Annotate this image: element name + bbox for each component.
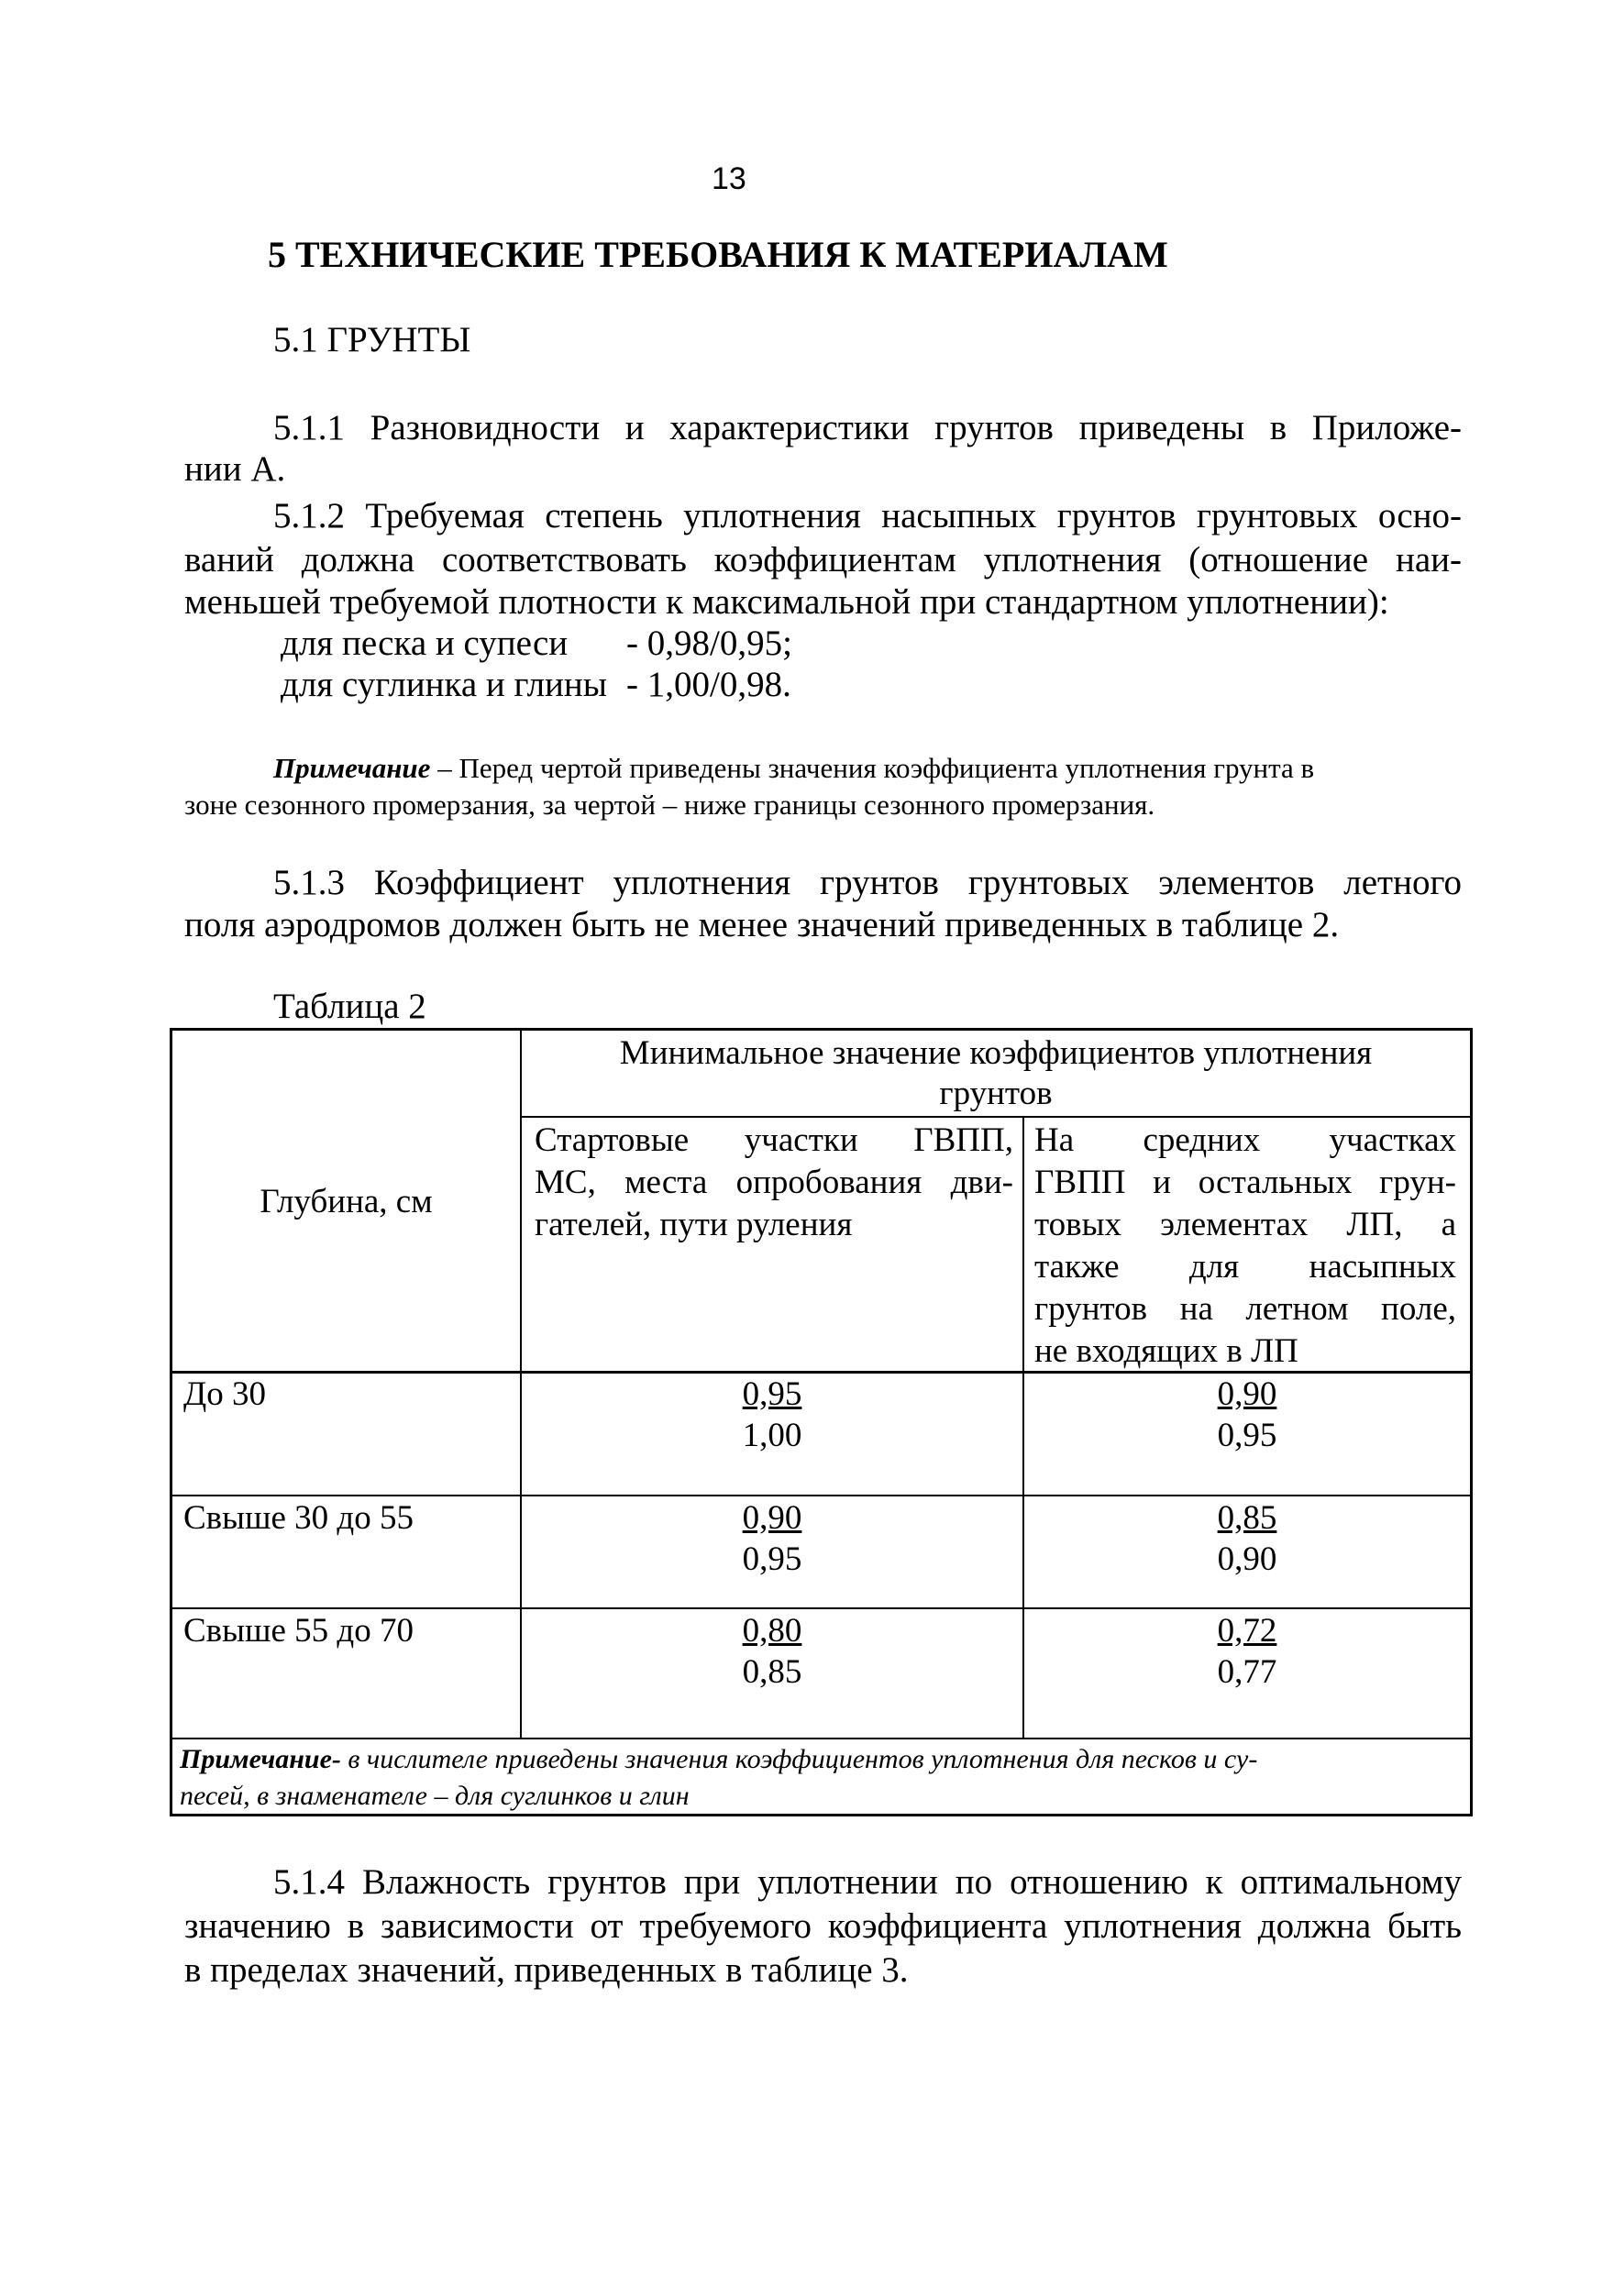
table-border bbox=[170, 1028, 1472, 1031]
value-numerator: 0,90 bbox=[742, 1499, 802, 1537]
table-divider bbox=[521, 1116, 1472, 1118]
table-note-text: в числителе приведены значения коэффициентов уплотнения для песков и су- bbox=[340, 1744, 1258, 1774]
value-denominator: 0,90 bbox=[1217, 1540, 1277, 1578]
value-numerator: 0,95 bbox=[742, 1375, 802, 1413]
value-denominator: 0,95 bbox=[742, 1540, 802, 1578]
value-denominator: 0,77 bbox=[1217, 1653, 1277, 1691]
header-group: грунтов bbox=[939, 1075, 1053, 1112]
paragraph-5-1-1-line: нии А. bbox=[184, 449, 286, 489]
paragraph-5-1-2-line: ваний должна соответствовать коэффициентам уплотнения (отношение наи- bbox=[184, 540, 1462, 580]
header-col2: ГВПП и остальных грун- bbox=[1034, 1164, 1456, 1201]
depth-cell: Свыше 55 до 70 bbox=[183, 1612, 414, 1650]
subsection-title: 5.1 ГРУНТЫ bbox=[273, 320, 471, 359]
table-caption: Таблица 2 bbox=[273, 987, 426, 1026]
paragraph-5-1-3-line: поля аэродромов должен быть не менее значений приведенных в таблице 2. bbox=[184, 905, 1340, 944]
item-label: для песка и супеси bbox=[281, 624, 569, 663]
header-group: Минимальное значение коэффициентов уплотнения bbox=[619, 1034, 1373, 1072]
table-divider bbox=[170, 1738, 1472, 1739]
item-value: - 1,00/0,98. bbox=[626, 665, 791, 704]
paragraph-5-1-1-line: 5.1.1 Разновидности и характеристики грунтов приведены в Приложе- bbox=[273, 408, 1462, 447]
item-label: для суглинка и глины bbox=[281, 665, 607, 704]
depth-cell: До 30 bbox=[183, 1375, 266, 1413]
table-border bbox=[1470, 1028, 1473, 1816]
table-note-line bbox=[180, 1741, 1257, 1778]
header-col1: Стартовые участки ГВПП, bbox=[535, 1121, 1013, 1159]
table-note-line: песей, в знаменателе – для суглинков и глин bbox=[180, 1781, 690, 1811]
paragraph-5-1-4-line: значению в зависимости от требуемого коэффициента уплотнения должна быть bbox=[184, 1906, 1462, 1946]
paragraph-5-1-4-line: в пределах значений, приведенных в таблице 3. bbox=[184, 1950, 909, 1990]
paragraph-5-1-4-line: 5.1.4 Влажность грунтов при уплотнении по отношению к оптимальному bbox=[273, 1862, 1462, 1902]
value-numerator: 0,72 bbox=[1217, 1612, 1277, 1650]
header-col2: товых элементах ЛП, а bbox=[1034, 1206, 1456, 1243]
header-col2: На средних участках bbox=[1034, 1121, 1456, 1159]
note-line bbox=[273, 750, 1314, 787]
value-numerator: 0,80 bbox=[742, 1612, 802, 1650]
note-label: Примечание bbox=[273, 752, 431, 784]
header-depth: Глубина, см bbox=[260, 1183, 433, 1220]
note-line: зоне сезонного промерзания, за чертой – ниже границы сезонного промерзания. bbox=[184, 789, 1155, 821]
value-numerator: 0,85 bbox=[1217, 1499, 1277, 1537]
header-col1: МС, места опробования дви- bbox=[535, 1164, 1013, 1201]
value-denominator: 0,95 bbox=[1217, 1417, 1277, 1454]
value-denominator: 0,85 bbox=[742, 1653, 802, 1691]
value-numerator: 0,90 bbox=[1217, 1375, 1277, 1413]
depth-cell: Свыше 30 до 55 bbox=[183, 1499, 414, 1537]
item-value: - 0,98/0,95; bbox=[626, 624, 792, 663]
header-col1: гателей, пути руления bbox=[535, 1206, 853, 1243]
header-col2: не входящих в ЛП bbox=[1034, 1332, 1298, 1370]
section-title: 5 ТЕХНИЧЕСКИЕ ТРЕБОВАНИЯ К МАТЕРИАЛАМ bbox=[268, 234, 1168, 275]
header-col2: грунтов на летном поле, bbox=[1034, 1290, 1456, 1328]
table-note-label: Примечание- bbox=[180, 1744, 341, 1774]
header-col2: также для насыпных bbox=[1034, 1248, 1456, 1286]
note-text: – Перед чертой приведены значения коэффициента уплотнения грунта в bbox=[430, 752, 1315, 784]
table-border bbox=[170, 1028, 172, 1816]
page-number: 13 bbox=[712, 161, 746, 196]
paragraph-5-1-3-line: 5.1.3 Коэффициент уплотнения грунтов грунтовых элементов летного bbox=[273, 863, 1462, 902]
paragraph-5-1-2-line: 5.1.2 Требуемая степень уплотнения насыпных грунтов грунтовых осно- bbox=[273, 496, 1462, 535]
paragraph-5-1-2-line: меньшей требуемой плотности к максимальной при стандартном уплотнении): bbox=[184, 582, 1389, 622]
value-denominator: 1,00 bbox=[742, 1417, 802, 1454]
table-divider bbox=[170, 1607, 1472, 1609]
table-divider bbox=[170, 1495, 1472, 1496]
